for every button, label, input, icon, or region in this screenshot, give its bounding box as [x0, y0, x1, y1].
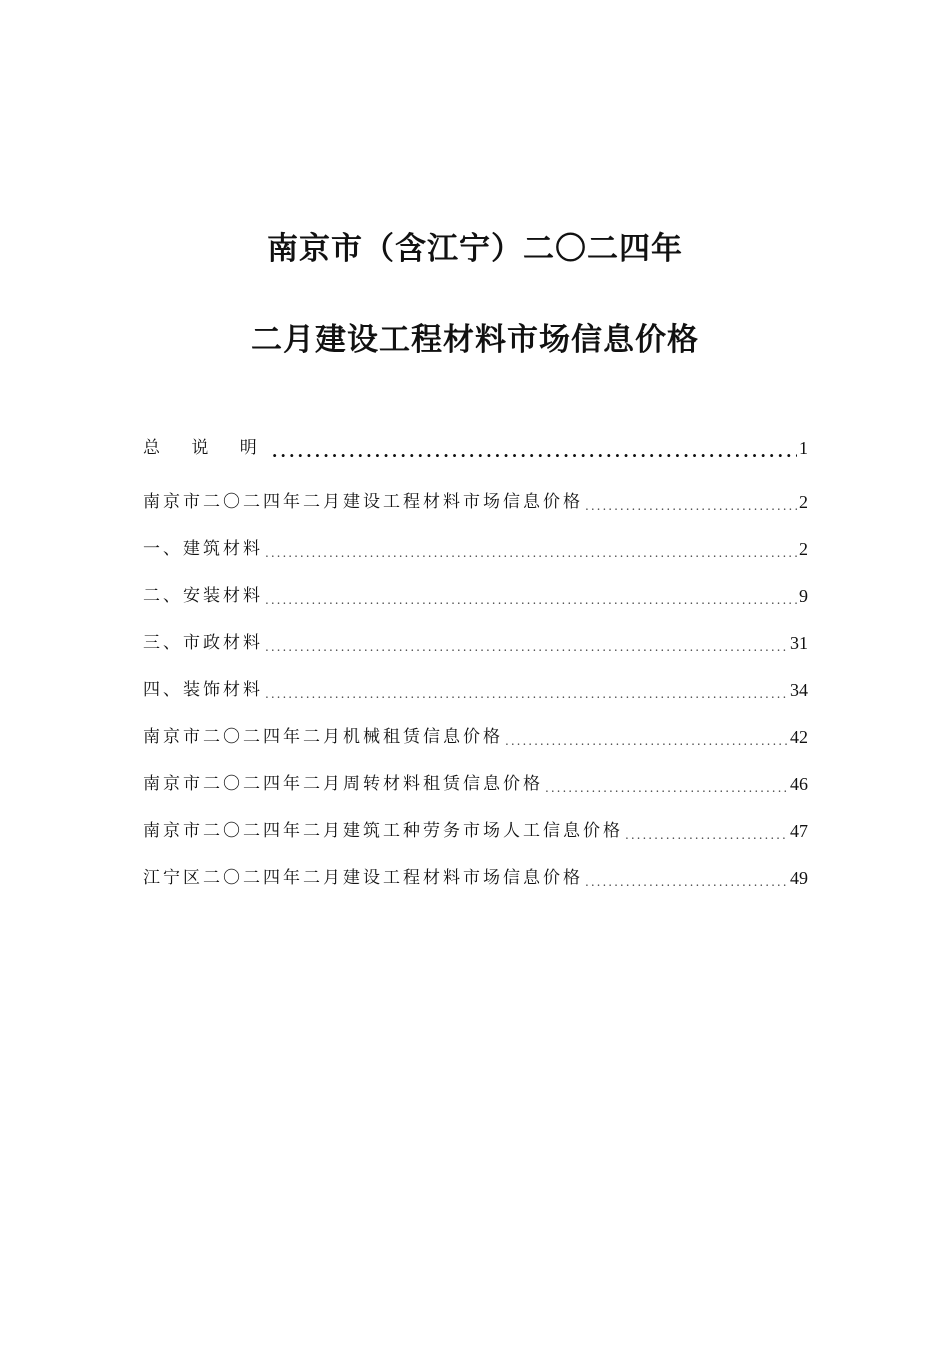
toc-entry-label: 总 说 明 [143, 438, 270, 458]
toc-dot-leader [272, 434, 797, 462]
toc-entry-label: 江宁区二〇二四年二月建设工程材料市场信息价格 [143, 868, 583, 888]
toc-entry-page: 49 [790, 868, 808, 888]
toc-entry-label: 南京市二〇二四年二月建设工程材料市场信息价格 [143, 492, 583, 512]
toc-entry-page: 31 [790, 633, 808, 653]
toc-entry-label: 三、市政材料 [143, 633, 263, 653]
toc-entry-decoration-materials[interactable] [143, 676, 808, 704]
document-title-line-2: 二月建设工程材料市场信息价格 [251, 322, 699, 358]
toc-entry-page: 46 [790, 774, 808, 794]
toc-entry-jiangning-material-prices[interactable] [143, 864, 808, 892]
toc-entry-label: 一、建筑材料 [143, 539, 263, 559]
toc-entry-page: 42 [790, 727, 808, 747]
toc-dot-leader [265, 676, 788, 704]
toc-dot-leader [265, 582, 797, 610]
toc-entry-page: 1 [799, 438, 808, 458]
toc-entry-page: 2 [799, 539, 808, 559]
toc-entry-installation-materials[interactable] [143, 582, 808, 610]
toc-entry-municipal-materials[interactable] [143, 629, 808, 657]
toc-entry-page: 34 [790, 680, 808, 700]
toc-dot-leader [625, 817, 788, 845]
toc-dot-leader [265, 629, 788, 657]
toc-dot-leader [585, 488, 797, 516]
toc-entry-page: 47 [790, 821, 808, 841]
toc-entry-page: 2 [799, 492, 808, 512]
toc-entry-nanjing-material-prices[interactable] [143, 488, 808, 516]
toc-dot-leader [265, 535, 797, 563]
document-title-line-1: 南京市（含江宁）二〇二四年 [267, 231, 683, 267]
toc-entry-general-notes[interactable] [143, 434, 808, 462]
toc-entry-turnover-material-rental[interactable] [143, 770, 808, 798]
toc-dot-leader [545, 770, 788, 798]
toc-entry-building-materials[interactable] [143, 535, 808, 563]
toc-entry-label: 南京市二〇二四年二月周转材料租赁信息价格 [143, 774, 543, 794]
toc-entry-label: 南京市二〇二四年二月机械租赁信息价格 [143, 727, 503, 747]
toc-entry-label: 南京市二〇二四年二月建筑工种劳务市场人工信息价格 [143, 821, 623, 841]
toc-entry-label: 二、安装材料 [143, 586, 263, 606]
toc-entry-machinery-rental[interactable] [143, 723, 808, 751]
toc-entry-page: 9 [799, 586, 808, 606]
toc-dot-leader [505, 723, 788, 751]
toc-dot-leader [585, 864, 788, 892]
toc-entry-label: 四、装饰材料 [143, 680, 263, 700]
toc-entry-labor-prices[interactable] [143, 817, 808, 845]
